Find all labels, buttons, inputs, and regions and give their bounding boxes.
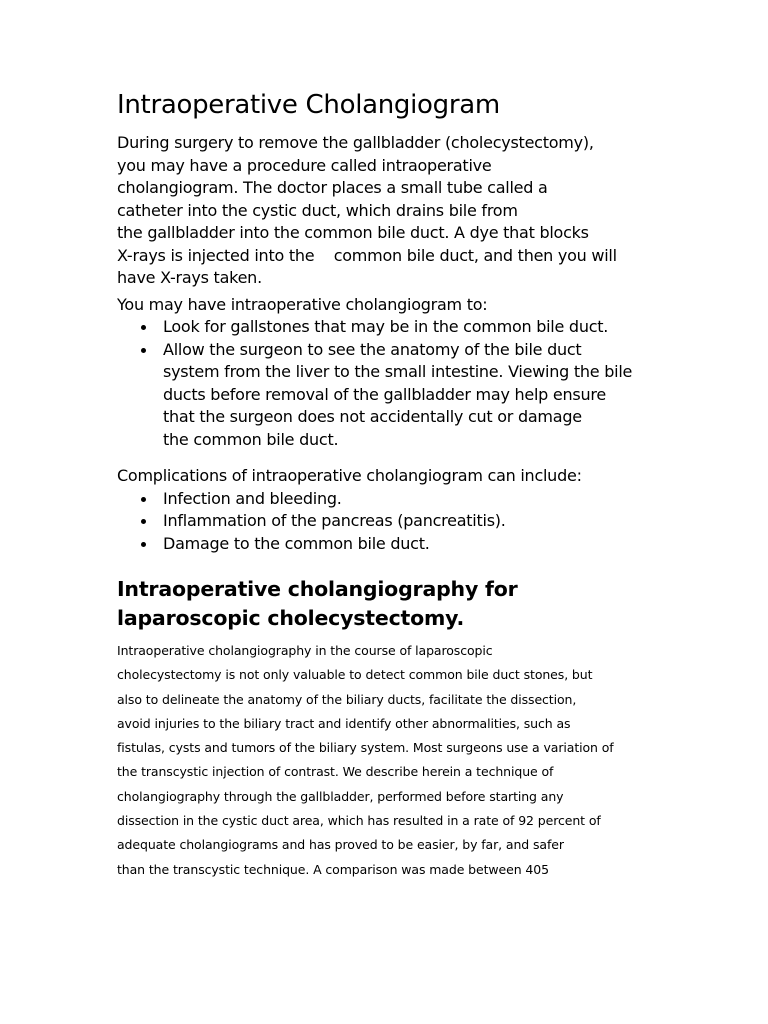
complications-lead: Complications of intraoperative cholangiogram can include: (117, 466, 582, 485)
paragraph-line: than the transcystic technique. A comparison was made between 405 (117, 861, 549, 877)
intro-line: cholangiogram. The doctor places a small tube called a (117, 178, 548, 197)
intro-line: have X-rays taken. (117, 268, 262, 287)
intro-paragraph (117, 132, 662, 290)
page-title: Intraoperative Cholangiogram (117, 90, 500, 120)
list-item-line: ducts before removal of the gallbladder may help ensure (163, 384, 606, 404)
list-item-line: that the surgeon does not accidentally cut or damage (163, 407, 582, 426)
list-item (117, 339, 662, 452)
paragraph-line: cholecystectomy is not only valuable to detect common bile duct stones, but (117, 667, 593, 683)
list-item (117, 510, 662, 533)
list-item (117, 488, 662, 511)
intro-line: During surgery to remove the gallbladder (cholecystectomy), (117, 133, 594, 152)
intro-line: the gallbladder into the common bile duct. A dye that blocks (117, 223, 589, 242)
reasons-list (117, 316, 662, 451)
paragraph-line: dissection in the cystic duct area, which has resulted in a rate of 92 percent of (117, 813, 601, 829)
paragraph-line: avoid injuries to the biliary tract and identify other abnormalities, such as (117, 715, 571, 731)
paragraph-line: adequate cholangiograms and has proved to be easier, by far, and safer (117, 837, 564, 853)
reasons-lead: You may have intraoperative cholangiogram to: (117, 294, 488, 314)
intro-line: catheter into the cystic duct, which drains bile from (117, 200, 518, 220)
section-paragraph (117, 639, 662, 882)
section-title (117, 575, 662, 633)
list-item (117, 316, 662, 339)
list-item-line: Look for gallstones that may be in the common bile duct. (163, 317, 609, 336)
document-page (117, 88, 662, 882)
paragraph-line: the transcystic injection of contrast. We describe herein a technique of (117, 764, 554, 780)
list-item-text: Inflammation of the pancreas (pancreatitis). (163, 511, 506, 530)
paragraph-line: fistulas, cysts and tumors of the biliary system. Most surgeons use a variation of (117, 740, 614, 756)
section-title-line: Intraoperative cholangiography for (117, 577, 518, 601)
list-item-text: Infection and bleeding. (163, 488, 342, 508)
paragraph-line: also to delineate the anatomy of the biliary ducts, facilitate the dissection, (117, 691, 577, 707)
paragraph-line: Intraoperative cholangiography in the course of laparoscopic (117, 643, 493, 658)
section-title-line: laparoscopic cholecystectomy. (117, 606, 465, 630)
list-item-line: Allow the surgeon to see the anatomy of the bile duct (163, 339, 582, 359)
paragraph-line: cholangiography through the gallbladder, performed before starting any (117, 788, 564, 804)
complications-list (117, 488, 662, 556)
intro-line: you may have a procedure called intraoperative (117, 155, 492, 175)
intro-line: X-rays is injected into the common bile duct, and then you will (117, 245, 617, 265)
list-item-line: system from the liver to the small intestine. Viewing the bile (163, 362, 633, 381)
list-item-line: the common bile duct. (163, 429, 339, 449)
list-item (117, 533, 662, 556)
list-item-text: Damage to the common bile duct. (163, 533, 430, 553)
